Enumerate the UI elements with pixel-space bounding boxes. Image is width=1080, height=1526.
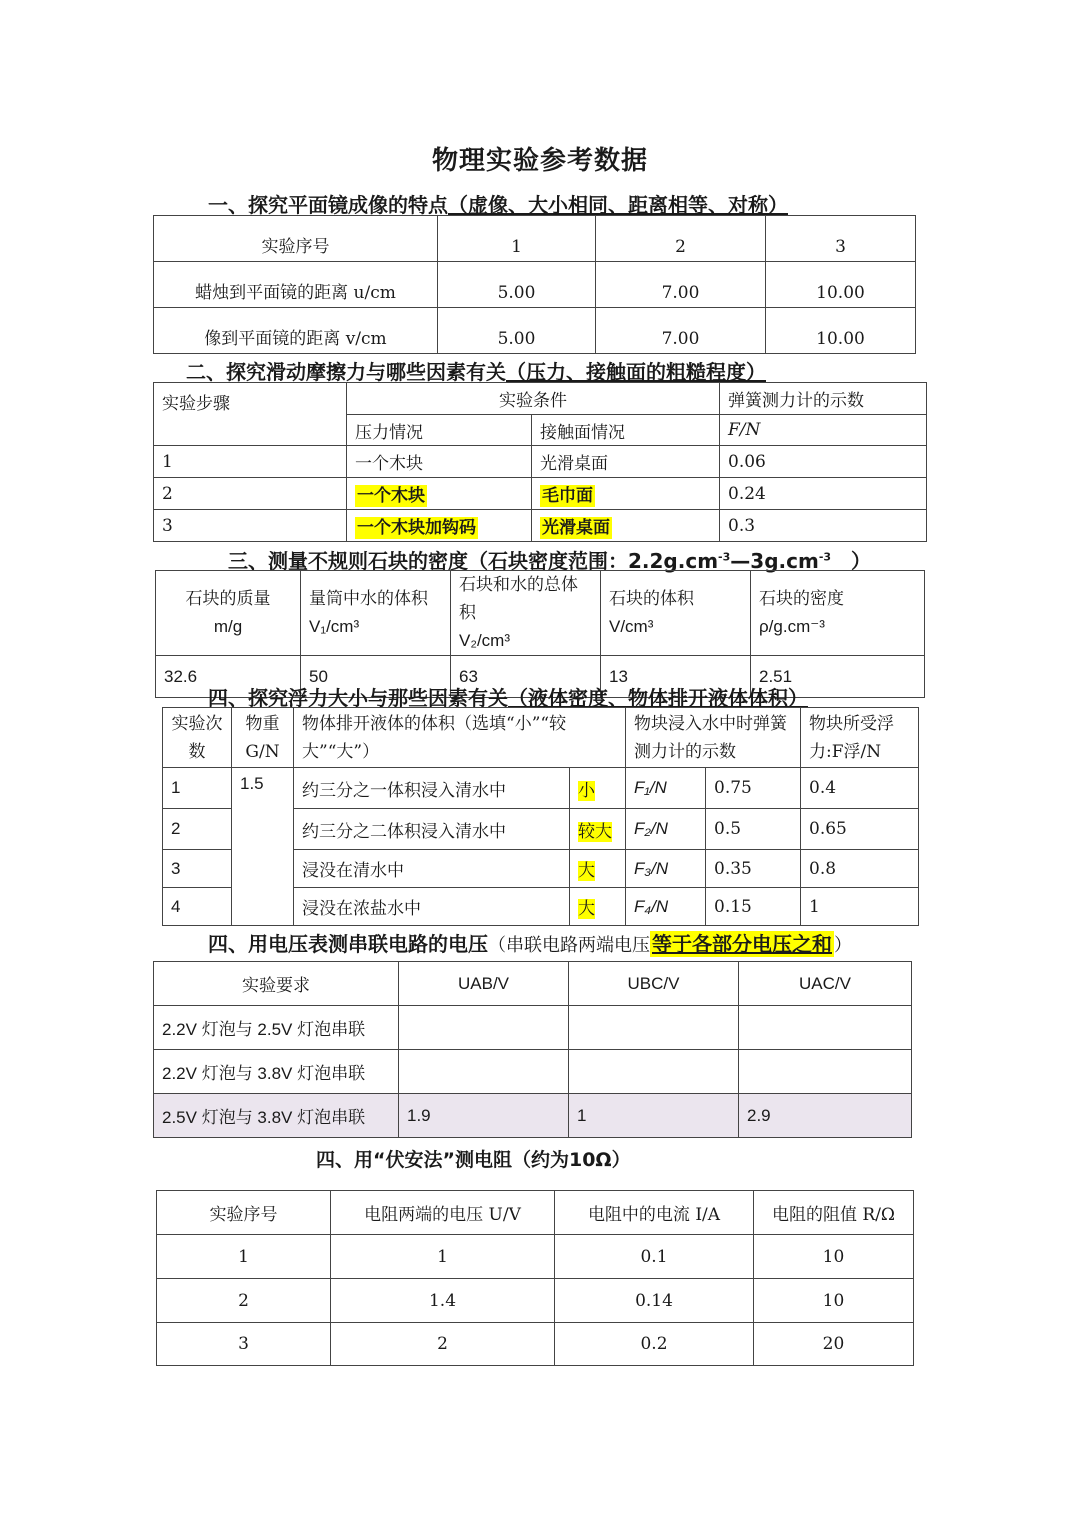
section5-title: 四、用电压表测串联电路的电压 <box>208 932 488 956</box>
resistance-cell: 10 <box>754 1235 914 1279</box>
resistance-cell: 0.2 <box>555 1323 754 1366</box>
buoyancy-weight: 1.5 <box>232 768 294 926</box>
highlighted-answer: 等于各部分电压之和 <box>652 932 832 956</box>
resistance-cell: 10 <box>754 1279 914 1323</box>
resistance-cell: 2 <box>331 1323 555 1366</box>
header-unit: V₁/cm³ <box>309 617 360 636</box>
mirror-cell: 7.00 <box>596 262 766 308</box>
friction-step: 1 <box>154 446 347 478</box>
mirror-table <box>153 215 916 354</box>
resistance-header-cell: 电阻两端的电压 U/V <box>331 1191 555 1235</box>
buoyancy-reading: 0.15 <box>706 888 801 926</box>
buoyancy-header-no: 实验次数 <box>163 708 232 768</box>
friction-surface <box>532 510 720 542</box>
resistance-cell: 0.1 <box>555 1235 754 1279</box>
highlighted-answer: 大 <box>578 861 595 881</box>
voltage-header-cell: UAC/V <box>739 962 912 1006</box>
resistance-cell: 0.14 <box>555 1279 754 1323</box>
friction-force: 0.3 <box>720 510 927 542</box>
mirror-header-cell: 实验序号 <box>154 216 438 262</box>
density-range-close: ） <box>831 549 872 573</box>
buoyancy-no: 1 <box>163 768 232 809</box>
buoyancy-no: 2 <box>163 809 232 850</box>
density-header-rho <box>751 571 925 656</box>
highlighted-answer: 一个木块 <box>357 486 425 506</box>
force-symbol: F₄/N <box>634 896 669 916</box>
buoyancy-force: 1 <box>801 888 919 926</box>
mirror-cell: 5.00 <box>438 262 596 308</box>
header-text: 石块的体积 <box>609 589 694 609</box>
density-header-v <box>601 571 751 656</box>
section2-note: （压力、接触面的粗糙程度） <box>506 360 766 384</box>
voltage-header-cell: UAB/V <box>399 962 569 1006</box>
density-header-v1 <box>301 571 451 656</box>
section4-title: 四、探究浮力大小与那些因素有关 <box>208 686 508 710</box>
friction-header-condition: 实验条件 <box>347 383 720 415</box>
buoyancy-no: 4 <box>163 888 232 926</box>
buoyancy-force: 0.8 <box>801 850 919 888</box>
resistance-header-cell: 电阻的阻值 R/Ω <box>754 1191 914 1235</box>
highlighted-answer: 光滑桌面 <box>542 518 610 538</box>
buoyancy-force: 0.4 <box>801 768 919 809</box>
resistance-table <box>156 1190 914 1366</box>
voltage-cell: 1.9 <box>399 1094 569 1138</box>
density-table <box>155 570 925 698</box>
highlighted-answer: 一个木块加钩码 <box>357 518 476 538</box>
mirror-cell: 7.00 <box>596 308 766 354</box>
friction-surface <box>532 478 720 510</box>
buoyancy-force: 0.65 <box>801 809 919 850</box>
section4-note: （液体密度、物体排开液体体积） <box>508 686 808 710</box>
friction-pressure: 一个木块 <box>347 446 532 478</box>
density-header-mass <box>156 571 301 656</box>
buoyancy-force-label <box>626 809 706 850</box>
header-unit: V₂/cm³ <box>459 631 510 650</box>
header-unit: m/g <box>213 617 243 636</box>
friction-step: 3 <box>154 510 347 542</box>
resistance-header-cell: 电阻中的电流 I/A <box>555 1191 754 1235</box>
friction-header-pressure: 压力情况 <box>347 415 532 446</box>
force-symbol: F₁/N <box>634 778 667 797</box>
resistance-cell: 1.4 <box>331 1279 555 1323</box>
density-cell: 2.51 <box>751 656 925 698</box>
friction-force: 0.06 <box>720 446 927 478</box>
buoyancy-desc: 浸没在浓盐水中 <box>294 888 570 926</box>
voltage-cell <box>569 1006 739 1050</box>
highlighted-answer: 大 <box>578 899 595 919</box>
voltage-requirement: 2.5V 灯泡与 3.8V 灯泡串联 <box>154 1094 399 1138</box>
density-range-start: （石块密度范围：2.2g.cm <box>468 549 719 573</box>
buoyancy-reading: 0.5 <box>706 809 801 850</box>
density-cell: 63 <box>451 656 601 698</box>
friction-pressure <box>347 478 532 510</box>
mirror-header-cell: 2 <box>596 216 766 262</box>
buoyancy-desc: 浸没在清水中 <box>294 850 570 888</box>
section1-note: （虚像、大小相同、距离相等、对称） <box>448 193 788 217</box>
resistance-cell: 20 <box>754 1323 914 1366</box>
buoyancy-size <box>570 888 626 926</box>
voltage-cell <box>739 1006 912 1050</box>
header-text: 量筒中水的体积 <box>309 589 428 609</box>
voltage-cell: 2.9 <box>739 1094 912 1138</box>
section5-heading <box>208 928 852 957</box>
buoyancy-desc: 约三分之二体积浸入清水中 <box>294 809 570 850</box>
mirror-header-cell: 1 <box>438 216 596 262</box>
buoyancy-table <box>162 707 919 926</box>
buoyancy-reading: 0.75 <box>706 768 801 809</box>
mirror-header-cell: 3 <box>766 216 916 262</box>
buoyancy-desc: 约三分之一体积浸入清水中 <box>294 768 570 809</box>
highlighted-answer: 小 <box>578 780 595 801</box>
header-text: 石块的密度 <box>759 589 844 609</box>
voltage-requirement: 2.2V 灯泡与 3.8V 灯泡串联 <box>154 1050 399 1094</box>
density-range-exponent: -3 <box>718 550 731 564</box>
mirror-row-label: 像到平面镜的距离 v/cm <box>154 308 438 354</box>
buoyancy-size <box>570 768 626 809</box>
buoyancy-header-volume: 物体排开液体的体积（选填“小”“较大”“大”） <box>294 708 626 768</box>
resistance-cell: 2 <box>157 1279 331 1323</box>
friction-header-step: 实验步骤 <box>154 383 347 446</box>
mirror-cell: 5.00 <box>438 308 596 354</box>
density-cell: 32.6 <box>156 656 301 698</box>
section1-heading <box>208 189 788 218</box>
friction-surface: 光滑桌面 <box>532 446 720 478</box>
section2-heading <box>186 356 766 385</box>
friction-force: 0.24 <box>720 478 927 510</box>
page-title: 物理实验参考数据 <box>431 146 648 176</box>
force-symbol: F₃/N <box>634 858 669 878</box>
resistance-header-cell: 实验序号 <box>157 1191 331 1235</box>
header-unit: ρ/g.cm⁻³ <box>759 617 825 636</box>
section2-title: 二、探究滑动摩擦力与哪些因素有关 <box>186 360 506 384</box>
voltage-table <box>153 961 912 1138</box>
section3-title: 三、测量不规则石块的密度 <box>228 549 468 573</box>
density-range-exponent: -3 <box>818 550 832 564</box>
buoyancy-no: 3 <box>163 850 232 888</box>
buoyancy-reading: 0.35 <box>706 850 801 888</box>
header-text: 石块的质量 <box>185 589 271 609</box>
buoyancy-size <box>570 809 626 850</box>
voltage-header-cell: 实验要求 <box>154 962 399 1006</box>
density-header-v2 <box>451 571 601 656</box>
friction-pressure <box>347 510 532 542</box>
buoyancy-header-force: 物块所受浮力:F浮/N <box>801 708 919 768</box>
highlighted-answer: 毛巾面 <box>542 486 593 506</box>
force-symbol: F₂/N <box>634 819 668 838</box>
friction-header-force: 弹簧测力计的示数 <box>720 383 927 415</box>
mirror-row-label: 蜡烛到平面镜的距离 u/cm <box>154 262 438 308</box>
buoyancy-force-label <box>626 850 706 888</box>
mirror-cell: 10.00 <box>766 262 916 308</box>
section6-heading: 四、用“伏安法”测电阻（约为10Ω） <box>316 1149 631 1171</box>
force-unit-text: F/N <box>728 420 761 440</box>
section5-note: （串联电路两端电压 <box>488 935 650 956</box>
resistance-cell: 3 <box>157 1323 331 1366</box>
density-cell: 50 <box>301 656 451 698</box>
friction-header-surface: 接触面情况 <box>532 415 720 446</box>
section5-note-close: ） <box>834 935 852 956</box>
voltage-cell: 1 <box>569 1094 739 1138</box>
buoyancy-force-label <box>626 768 706 809</box>
voltage-cell <box>739 1050 912 1094</box>
header-unit: V/cm³ <box>609 617 654 636</box>
highlighted-answer: 较大 <box>578 821 612 842</box>
header-text: 石块和水的总体积 <box>459 575 578 623</box>
density-cell: 13 <box>601 656 751 698</box>
buoyancy-size <box>570 850 626 888</box>
voltage-requirement: 2.2V 灯泡与 2.5V 灯泡串联 <box>154 1006 399 1050</box>
voltage-cell <box>399 1006 569 1050</box>
resistance-cell: 1 <box>331 1235 555 1279</box>
buoyancy-header-weight: 物重 G/N <box>232 708 294 768</box>
buoyancy-force-label <box>626 888 706 926</box>
friction-table <box>153 382 927 542</box>
voltage-header-cell: UBC/V <box>569 962 739 1006</box>
voltage-cell <box>399 1050 569 1094</box>
section1-title: 一、探究平面镜成像的特点 <box>208 193 448 217</box>
friction-step: 2 <box>154 478 347 510</box>
buoyancy-header-reading: 物块浸入水中时弹簧测力计的示数 <box>626 708 801 768</box>
mirror-cell: 10.00 <box>766 308 916 354</box>
density-range-end: —3g.cm <box>730 549 819 573</box>
voltage-cell <box>569 1050 739 1094</box>
resistance-cell: 1 <box>157 1235 331 1279</box>
friction-header-force-unit <box>720 415 927 446</box>
